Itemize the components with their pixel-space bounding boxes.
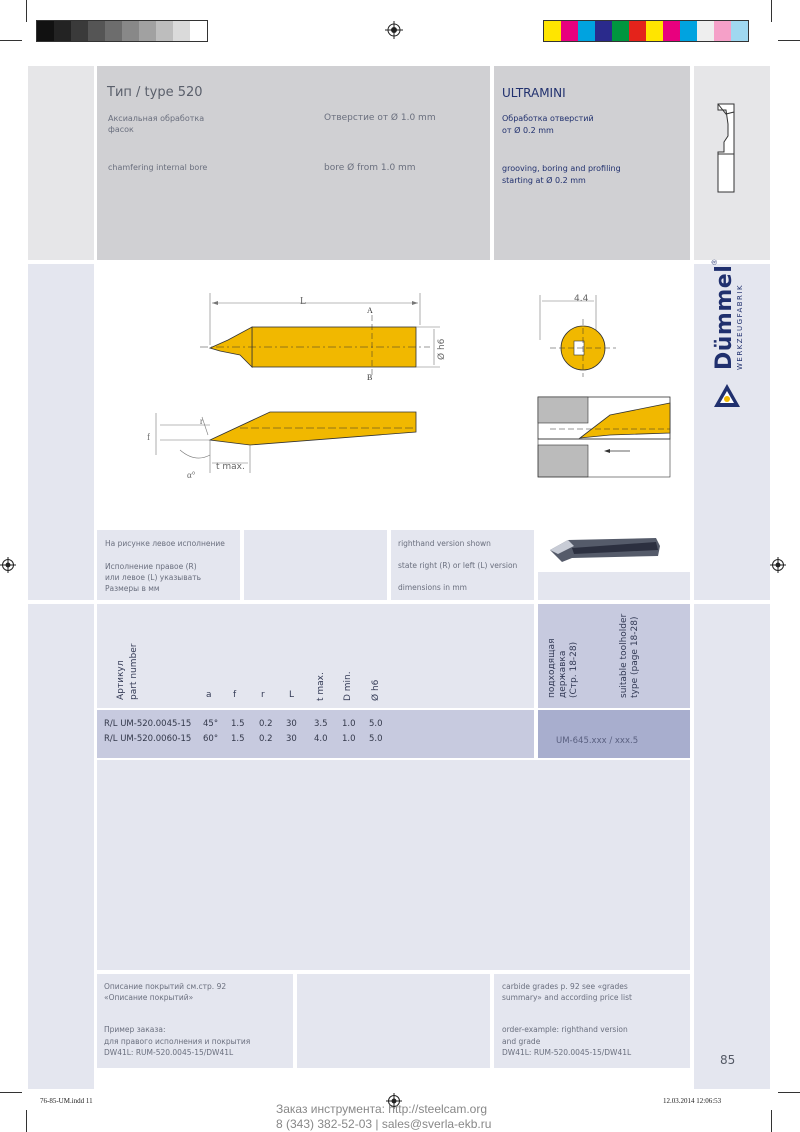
col-head-d-min: D min. (343, 671, 353, 701)
footer-en-line-4: and grade (502, 1037, 541, 1046)
ru-desc-line-2: фасок (108, 125, 134, 134)
footer-en-line-5: DW41L: RUM-520.0045-15/DW41L (502, 1048, 632, 1057)
footer-ru-line-4: для правого исполнения и покрытия (104, 1037, 251, 1046)
footer-ru-line-5: DW41L: RUM-520.0045-15/DW41L (104, 1048, 234, 1057)
contact-order-link[interactable]: Заказ инструмента: http://steelcam.org (276, 1102, 488, 1116)
ultramini-ru-line-2: от Ø 0.2 mm (502, 126, 554, 135)
note-en-line-2: state right (R) or left (L) version (398, 561, 518, 570)
label-section-a: A (367, 306, 373, 315)
label-angle: α° (187, 470, 196, 480)
left-margin-panel (28, 264, 94, 600)
cell-part-number: R/L UM-520.0045-15 (104, 719, 192, 729)
ultramini-en-line-2: starting at Ø 0.2 mm (502, 176, 586, 185)
col-head-t-max: t max. (316, 672, 326, 701)
label-diameter-h6: Ø h6 (437, 338, 447, 360)
ultramini-en-line-1: grooving, boring and profiling (502, 164, 621, 173)
cell-d-min: 1.0 (342, 734, 356, 744)
crop-mark (26, 1110, 27, 1132)
cell-h6: 5.0 (369, 719, 383, 729)
crop-mark (771, 0, 772, 22)
cell-l: 30 (286, 734, 297, 744)
note-en-line-1: righthand version shown (398, 539, 491, 548)
tool-photo-image (548, 532, 664, 570)
right-margin-panel (694, 604, 770, 1089)
cell-part-number: R/L UM-520.0060-15 (104, 734, 192, 744)
left-margin-panel (28, 604, 94, 1089)
brand-subtitle: WERKZEUGFABRIK (736, 283, 744, 370)
note-ru-line-3: или левое (L) указывать (105, 573, 202, 582)
registration-target-icon (0, 557, 16, 573)
tool-side-view (200, 293, 440, 375)
note-panel (244, 530, 387, 600)
cell-f: 1.5 (231, 719, 245, 729)
label-t-max: t max. (216, 462, 245, 472)
brand-name: Dümmel (712, 264, 737, 370)
ru-desc-line-1: Аксиальная обработка (108, 114, 205, 123)
cell-t-max: 3.5 (314, 719, 328, 729)
footer-ru-line-1: Описание покрытий см.стр. 92 (104, 982, 227, 991)
footer-note-panel (297, 974, 490, 1068)
cell-l: 30 (286, 719, 297, 729)
page-title: Тип / type 520 (107, 85, 203, 100)
crop-mark (26, 0, 27, 22)
note-en-line-3: dimensions in mm (398, 583, 467, 592)
bore-section-view (538, 397, 670, 477)
contact-phone-email[interactable]: 8 (343) 382-52-03 | sales@sverla-ekb.ru (276, 1117, 492, 1131)
page-number: 85 (720, 1053, 736, 1067)
crop-mark (0, 1092, 22, 1093)
cell-t-max: 4.0 (314, 734, 328, 744)
crop-mark (778, 40, 800, 41)
label-length: L (300, 296, 307, 307)
note-ru-line-4: Размеры в мм (105, 584, 160, 593)
color-calibration-bar (543, 20, 749, 42)
holder-head-ru-3: (Стр. 18-28) (569, 641, 579, 698)
label-width: 4.4 (574, 294, 589, 304)
note-ru-line-2: Исполнение правое (R) (105, 562, 197, 571)
tool-top-view (156, 412, 416, 473)
holder-head-ru-1: подходящая (547, 638, 557, 698)
holder-head-ru-2: державка (558, 650, 568, 698)
cell-r: 0.2 (259, 734, 273, 744)
cell-a: 60° (203, 734, 219, 744)
col-head-article-ru: Артикул (116, 660, 126, 700)
cell-f: 1.5 (231, 734, 245, 744)
label-section-b: B (367, 373, 373, 382)
footer-ru-line-3: Пример заказа: (104, 1025, 166, 1034)
footer-ru-line-2: «Описание покрытий» (104, 993, 194, 1002)
brand-logo: Dümmel® (712, 259, 737, 370)
footer-en-line-3: order-example: righthand version (502, 1025, 628, 1034)
col-head-r: r (261, 690, 265, 700)
col-head-f: f (233, 690, 237, 700)
holder-value: UM-645.xxx / xxx.5 (556, 736, 639, 746)
print-file-name: 76-85-UM.indd 11 (40, 1097, 93, 1105)
registration-target-icon (770, 557, 786, 573)
cell-d-min: 1.0 (342, 719, 356, 729)
registration-target-icon (385, 21, 403, 39)
holder-head-en-1: suitable toolholder (619, 613, 629, 698)
col-head-h6: Ø h6 (371, 679, 381, 701)
left-margin-panel (28, 66, 94, 260)
cell-h6: 5.0 (369, 734, 383, 744)
grayscale-calibration-bar (36, 20, 208, 42)
footer-en-line-2: summary» and according price list (502, 993, 632, 1002)
ultramini-ru-line-1: Обработка отверстий (502, 114, 594, 123)
cell-r: 0.2 (259, 719, 273, 729)
crop-mark (771, 1110, 772, 1132)
col-head-a: a (206, 690, 212, 700)
empty-table-area (97, 760, 690, 970)
col-head-article-en: part number (129, 643, 139, 700)
note-panel (538, 572, 690, 600)
note-ru-line-1: На рисунке левое исполнение (105, 539, 225, 548)
label-radius: r (200, 416, 203, 426)
holder-head-en-2: type (page 18-28) (630, 616, 640, 698)
footer-en-line-1: carbide grades p. 92 see «grades (502, 982, 628, 991)
brand-triangle-icon (713, 383, 741, 409)
boring-tool-icon (712, 102, 742, 194)
crop-mark (0, 40, 22, 41)
tool-cross-section (540, 295, 616, 377)
col-head-l: L (289, 690, 295, 700)
crop-mark (778, 1092, 800, 1093)
label-f: f (147, 432, 150, 442)
print-datetime: 12.03.2014 12:06:53 (663, 1097, 722, 1105)
cell-a: 45° (203, 719, 219, 729)
en-bore-text: bore Ø from 1.0 mm (324, 163, 416, 173)
ru-bore-text: Отверстие от Ø 1.0 mm (324, 113, 436, 123)
holder-body-panel (538, 710, 690, 758)
ultramini-title: ULTRAMINI (502, 86, 566, 100)
en-desc-text: chamfering internal bore (108, 163, 208, 172)
